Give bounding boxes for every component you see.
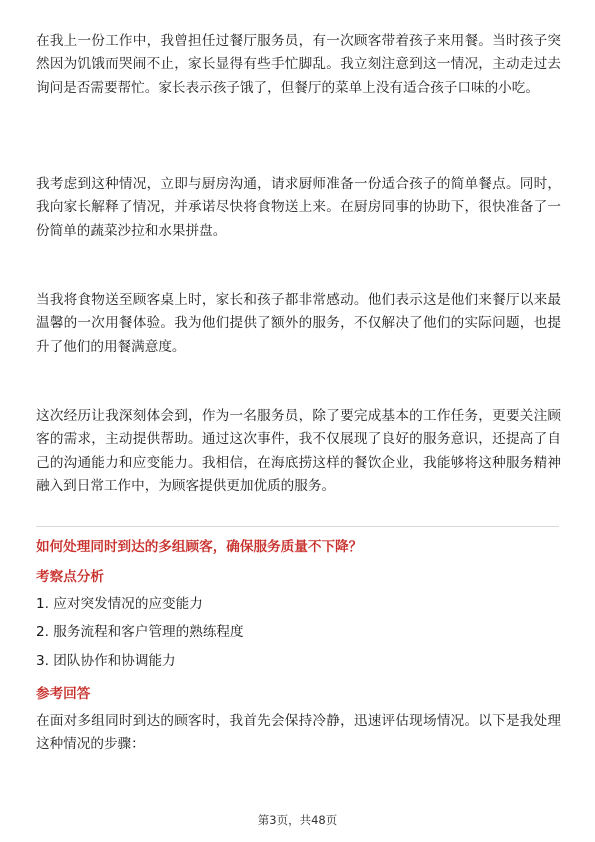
answer-heading: 参考回答 — [36, 686, 91, 702]
body-paragraph-1: 在我上一份工作中，我曾担任过餐厅服务员，有一次顾客带着孩子来用餐。当时孩子突然因为饥饿而哭闹不止，家长显得有些手忙脚乱。我立刻注意到这一情况，主动走过去询问是否需要帮忙。家长表示孩子饿了，但餐厅的菜单上没有适合孩子口味的小吃。 — [36, 33, 561, 96]
analysis-item-2: 2. 服务流程和客户管理的熟练程度 — [36, 624, 244, 640]
answer-paragraph: 在面对多组同时到达的顾客时，我首先会保持冷静，迅速评估现场情况。以下是我处理这种情况的步骤： — [36, 713, 561, 753]
analysis-heading: 考察点分析 — [36, 569, 104, 585]
analysis-item-3: 3. 团队协作和协调能力 — [36, 653, 176, 669]
body-paragraph-2: 我考虑到这种情况，立即与厨房沟通，请求厨师准备一份适合孩子的简单餐点。同时，我向家长解释了情况，并承诺尽快将食物送上来。在厨房同事的协助下，很快准备了一份简单的蔬菜沙拉和水果拼盘。 — [36, 176, 561, 239]
question-heading: 如何处理同时到达的多组顾客，确保服务质量不下降？ — [36, 539, 363, 555]
analysis-item-1: 1. 应对突发情况的应变能力 — [36, 596, 203, 612]
body-paragraph-4: 这次经历让我深刻体会到，作为一名服务员，除了要完成基本的工作任务，更要关注顾客的需求，主动提供帮助。通过这次事件，我不仅展现了良好的服务意识，还提高了自己的沟通能力和应变能力。我相信，在海底捞这样的餐饮企业，我能够将这种服务精神融入到日常工作中，为顾客提供更加优质的服务。 — [36, 408, 561, 495]
page-number-footer: 第3页，共48页 — [257, 813, 338, 827]
body-paragraph-3: 当我将食物送至顾客桌上时，家长和孩子都非常感动。他们表示这是他们来餐厅以来最温馨的一次用餐体验。我为他们提供了额外的服务，不仅解决了他们的实际问题，也提升了他们的用餐满意度。 — [36, 292, 561, 355]
section-divider — [36, 526, 559, 527]
